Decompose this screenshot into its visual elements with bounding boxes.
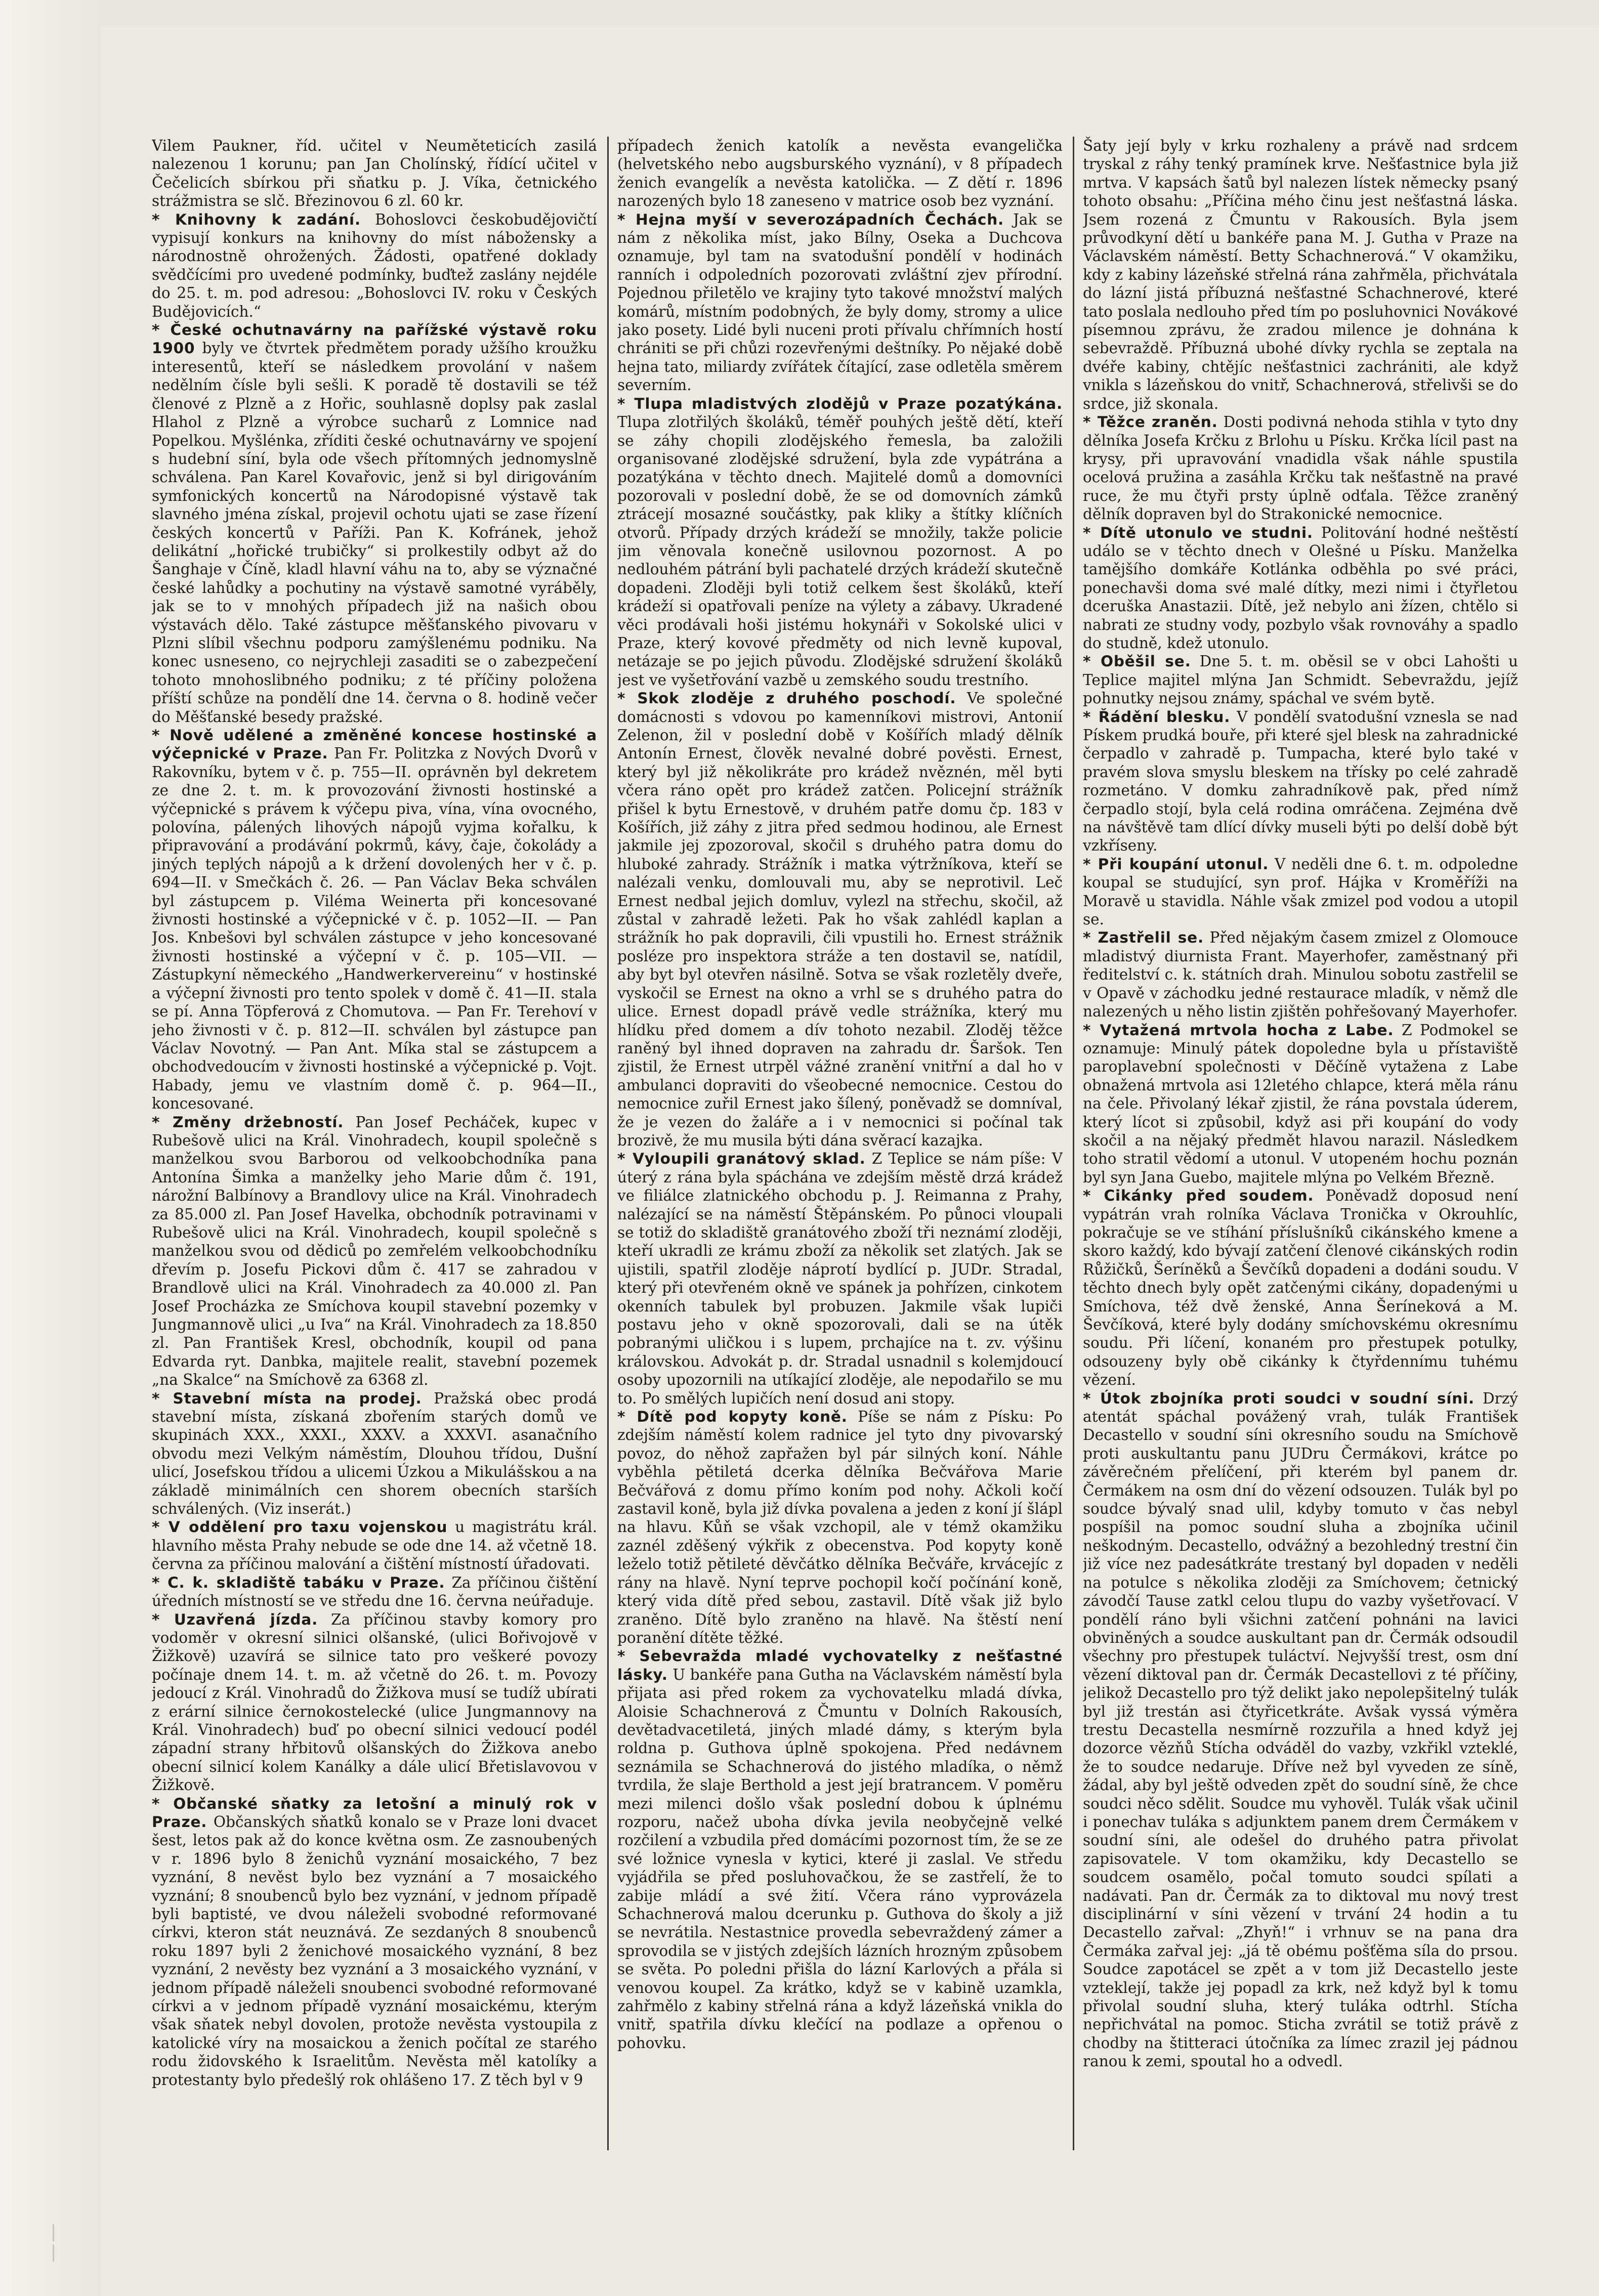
article-body: Za příčinou stavby komory pro vodoměr v okresní silnici olšanské, (ulici Bořivojově v Žižkově) uzavírá se silnice tato pro veškeré povozy počínaje dnem 14. t. m. až včetně do 26. t. m. Povozy jedoucí z Král. Vinohradů do Žižkova musí se tudíž ubírati z erární silnice černokostelecké (ulice Jungmannovy na Král. Vinohradech) buď po obecní silnici vedoucí podél západní strany hřbitovů olšanských do Žižkova anebo obecní silnicí kolem Kanálky a dále ulicí Břetislavovou v Žižkově. xyxy=(152,1610,597,1794)
article-heading: * Hejna myší v severozápadních Čechách. xyxy=(617,210,1004,228)
column-rule xyxy=(1073,137,1074,2150)
article-body: V pondělí svatodušní vznesla se nad Pískem prudká bouře, při které sjel blesk na zahradnické čerpadlo v zahradě p. Tumpacha, které bylo také v pravém slova smyslu bleskem na třísky po celé zahradě rozmetáno. V domku zahradníkově pak, před nímž čerpadlo stojí, byla celá rodina omráčena. Zejména dvě na návštěvě tam dlící dívky museli býti po delší době být vzkříseny. xyxy=(1083,708,1518,855)
article xyxy=(1083,1021,1518,1187)
article-heading: * Těžce zraněn. xyxy=(1083,413,1218,431)
article-heading: * Nově udělené a změněné koncese hostinské a výčepnické v Praze. xyxy=(152,727,597,762)
article-heading: * Vyloupili granátový sklad. xyxy=(617,1150,866,1168)
article-body: Pražská obec prodá stavební místa, získaná zbořením starých domů ve skupinách XXX., XXXI., XXXV. a XXXVI. asanačního obvodu mezi Velkým náměstím, Dlouhou třídou, Dušní ulicí, Josefskou třídou a ulicemi Úzkou a Mikulášskou a na základě minimálních cen shorem obecních starších schválených. (Viz inserát.) xyxy=(152,1389,597,1518)
article xyxy=(617,137,1063,210)
column-rule xyxy=(607,137,609,2150)
article-heading: * V oddělení pro taxu vojenskou xyxy=(152,1518,448,1536)
article xyxy=(1083,1186,1518,1389)
article-body: Pan Fr. Politzka z Nových Dvorů v Rakovníku, bytem v č. p. 755—II. oprávněn byl dekretem ze dne 2. t. m. k provozování živnosti hostinské a výčepnické s právem k výčepu piva, vína, vína ovocného, polovína, pálených lihových nápojů vyjma kořalku, k připravování a prodávání pokrmů, kávy, čaje, čokolády a jiných teplých nápojů a k držení dovolených her v č. p. 694—II. v Smečkách č. 26. — Pan Václav Beka schválen byl zástupcem p. Viléma Weinerta při koncesované živnosti hostinské a výčepnické v č. p. 1052—II. — Pan Jos. Knbešovi byl schválen zástupce v jeho koncesované živnosti hostinské a výčepní v č. p. 105—VII. — Zástupkyní německého „Handwerkervereinu“ v hostinské a výčepní živnosti pro tento spolek v domě č. 41—II. stala se pí. Anna Töpferová z Chomutova. — Pan Fr. Terehoví v jeho živnosti v č. p. 812—II. schválen byl zástupce pan Václav Novotný. — Pan Ant. Míka stal se zástupcem a obchodvedoucím v živnosti hostinské a výčepnické p. Vojt. Habady, jemu ve vlastním domě č. p. 964—II., koncesované. xyxy=(152,745,597,1113)
article-body: Jak se nám z několika míst, jako Bílny, Oseka a Duchcova oznamuje, byl tam na svatodušní pondělí v hodinách ranních i odpoledních pozorovati zvláštní zjev přírodní. Pojednou přiletělo ve krajiny tyto takové množství malých komárů, místním podobných, že byly domy, stromy a ulice jako posety. Lidé byli nuceni proti přívalu chřímních hostí chrániti se při chůzi rozevřenými deštníky. Po nějaké době hejna tato, miliardy zvířátek čítající, zase odletěla směrem severním. xyxy=(617,210,1063,394)
article xyxy=(617,395,1063,690)
article xyxy=(617,210,1063,395)
article-body: Z Teplice se nám píše: V úterý z rána byla spáchána ve zdejším městě drzá krádež ve filiálce zlatnického obchodu p. J. Reimanna z Prahy, nalézající se na náměstí Štěpánském. Po půnoci vloupali se totiž do skladiště granátového zboží tři neznámí zloději, kteří ukradli ze krámu zboží za několik set zlatých. Jak se ujistili, spatřil zloděje náprotí bydlící p. JUDr. Stradal, který při otevřeném okně ve spánek ja pohřízen, cinkotem okenních tabulek byl probuzen. Jakmile však lupiči postavu jeho v okně spozorovali, dali se na útěk pobranými uličkou i s lupem, prchajíce na t. zv. výšinu královskou. Advokát p. dr. Stradal usnadnil s kolemjdoucí osoby upozornili na utíkající zloděje, ale nepodařilo se mu to. Po smělých lupičích není dosud ani stopy. xyxy=(617,1150,1063,1407)
article-body: Tlupa zlotřilých školáků, téměř pouhých ještě dětí, kteří se záhy chopili zlodějského řemesla, ba založili organisované zlodějské sdružení, byla zde vypátrána a pozatýkána v těchto dnech. Majitelé domů a domovníci pozorovali v poslední době, že se od domovních zámků ztrácejí mosazné součástky, pak kliky a štítky klíčních otvorů. Případy drzých krádeží se množily, takže policie jim věnovala konečně usilovnou pozornost. A po nedlouhém pátrání byli pachatelé drzých krádeží skutečně dopadeni. Zloději byli totiž celkem šest školáků, kteří krádeží si opatřovali peníze na výlety a zábavy. Ukradené věci prodávali hoši jistému hokynáři v Sokolské ulici v Praze, který kovové předměty od nich levně kupoval, netázaje se po jejich původu. Zlodějské sdružení školáků jest ve vyšetřování vazbě u zemského soudu trestního. xyxy=(617,413,1063,689)
article-heading: * C. k. skladiště tabáku v Praze. xyxy=(152,1574,445,1591)
article xyxy=(617,1647,1063,2052)
article-heading: * Vytažená mrtvola hocha z Labe. xyxy=(1083,1021,1394,1039)
article-body: Z Podmokel se oznamuje: Minulý pátek dopoledne byla u přístaviště paroplavební společnosti v Děčíně vytažena z Labe obnažená mrtvola asi 12letého chlapce, která měla ránu na čele. Přivolaný lékař zjistil, že rána povstala úderem, který lícot si způsobil, když asi při koupání do vody skočil a na nějaký předmět hlavou narazil. Následkem toho stratil vědomí a utonul. V utopeném hochu poznán byl syn Jana Guebo, majitele mlýna po Velkém Březně. xyxy=(1083,1021,1518,1186)
article-heading: * Oběšil se. xyxy=(1083,653,1191,670)
article-body: u magistrátu král. hlavního města Prahy nebude se ode dne 14. až včetně 18. června za příčinou malování a čištění místností úřadovati. xyxy=(152,1518,597,1573)
article xyxy=(617,1408,1063,1647)
scan-margin xyxy=(0,0,101,2296)
article-body: Šaty její byly v krku rozhaleny a právě nad srdcem tryskal z ráhy tenký pramínek krve. Nešťastnice byla již mrtva. V kapsách šatů byl nalezen lístek německy psaný tohoto obsahu: „Příčina mého činu jest nešťastná láska. Jsem rozená z Čmuntu v Rakousích. Byla jsem průvodkyní dětí u bankéře pana M. J. Gutha v Praze na Václavském náměstí. Betty Schachnerová.“ V okamžiku, kdy z kabiny lázeňské střelná rána zahřměla, přichvátala do lázní jistá příbuzná nešťastné Schachnerové, které tato poslala nedlouho před tím po posluhovnici Novákové písemnou zprávu, že zradou milence je dohnána k sebevraždě. Příbuzná ubohé dívky rychla se zeptala na dvéře kabiny, chtějíc nešťastnici zachrániti, ale když vnikla s lázeňskou do vnitř, Schachnerová, střelivši se do srdce, již skonala. xyxy=(1083,137,1518,412)
article xyxy=(152,726,597,1113)
article xyxy=(1083,1389,1518,2071)
article-body: U bankéře pana Gutha na Václavském náměstí byla přijata asi před rokem za vychovatelku mladá dívka, Aloisie Schachnerová z Čmuntu v Dolních Rakousích, devětadvacetiletá, jiných mladé dámy, s kterým byla roldna p. Guthova úplně spokojena. Před nedávnem seznámila se Schachnerová do jistého mladíka, o němž tvrdila, že slaje Berthold a jest její bratrancem. V poměru mezi milenci došlo však poslední dobou k úplnému rozporu, načež uboha dívka jevila neobyčejně velké rozčilení a vzbudila před domácími pozornost tím, že se ze své ložnice vynesla v kytici, které ji zaslal. Ve středu vyjádřila se před posluhovačkou, že se zastřelí, že to zabije mládí a své žití. Včera ráno vyprovázela Schachnerová malou dcerunku p. Guthova do školy a již se nevrátila. Nestastnice provedla sebevraždený zámer a sprovodila se v jistých zdejších lázních hrozným způsobem se světa. Po poledni přišla do lázní Karlových a přála si venovou koupel. Za krátko, když se v kabině uzamkla, zahřmělo z kabiny střelná rána a když lázeňská vnikla do vnitř, spatřila dívku klečící na podlaze a opřenou o pohovku. xyxy=(617,1666,1063,2052)
article-body: Pan Josef Pecháček, kupec v Rubešově ulici na Král. Vinohradech, koupil společně s manželkou svou Barborou od velkoobchodníka pana Antonína Šimka a manželky jeho Marie dům č. 191, nárožní Balbínovy a Brandlovy ulice na Král. Vinohradech za 85.000 zl. Pan Josef Havelka, obchodník potravinami v Rubešově ulici na Král. Vinohradech, koupil společně s manželkou svou od dědiců po zemřelém velkoobchodníku dřevím p. Josefu Pickovi dům č. 417 se zahradou v Brandlově ulici na Král. Vinohradech za 40.000 zl. Pan Josef Procházka ze Smíchova koupil stavební pozemky v Jungmannově ulici „u Iva“ na Král. Vinohradech za 18.850 zl. Pan František Kresl, obchodník, koupil od pana Edvarda ryt. Danbka, majitele realit, stavební pozemek „na Skalce“ na Smíchově za 6368 zl. xyxy=(152,1113,597,1389)
article-body: Vilem Paukner, říd. učitel v Neuměteticích zasilá nalezenou 1 korunu; pan Jan Cholínský, řídící učitel v Čečelicích sbírkou při sňatku p. J. Víka, četnického strážmistra se slč. Březinovou 6 zl. 60 kr. xyxy=(152,137,597,210)
column-1 xyxy=(152,137,597,2171)
article-body: Před nějakým časem zmizel z Olomouce mladistvý diurnista Frant. Mayerhofer, zaměstnaný při ředitelství c. k. státních drah. Minulou sobotu zastřelil se v Opavě v záchodku jedné restaurace mladík, v němž dle nalezených u něho listin zjištěn pohřešovaný Mayerhofer. xyxy=(1083,929,1518,1021)
article-heading: * Zastřelil se. xyxy=(1083,929,1204,947)
article-heading: * Uzavřená jízda. xyxy=(152,1610,318,1628)
article xyxy=(152,1389,597,1518)
article xyxy=(1083,928,1518,1021)
article-heading: * Občanské sňatky za letošní a minulý rok v Praze. xyxy=(152,1795,597,1831)
article xyxy=(152,1610,597,1795)
article-heading: * Tlupa mladistvých zlodějů v Praze pozatýkána. xyxy=(617,395,1063,412)
article-heading: * Sebevražda mladé vychovatelky z nešťastné lásky. xyxy=(617,1647,1063,1683)
article-body: případech ženich katolík a nevěsta evangelička (helvetského nebo augsburského vyznání), v 8 případech ženich evangelík a nevěsta katolička. — Z dětí r. 1896 narozených bylo 18 zaneseno v matrice osob bez vyznání. xyxy=(617,137,1063,210)
article xyxy=(152,1795,597,2090)
article-body: Drzý atentát spáchal povážený vrah, tulák František Decastello v soudní síni okresního soudu na Smíchově proti auskultantu panu JUDru Čermákovi, krátce po závěrečném přelíčení, při kterém byl panem dr. Čermákem na osm dní do vězení odsouzen. Tulák byl po soudce bývalý snad ulil, kdyby tomuto v čas nebyl pospíšil na pomoc soudní sluha a zbojníka učinil neškodným. Decastello, odvážný a bezohledný trestní čin již více nez padesátkráte trestaný byl dopaden v neděli na potulce s několika zloději za Smíchovem; četnický závodčí Tause zatkl celou tlupu do vazby vyšetřovací. V pondělí ráno byli všichni zatčení pohnáni na lavici obviněných a soudce auskultant pan dr. Čermák odsoudil všechny pro přestupek tuláctví. Nejvyšší trest, osm dní vězení diktoval pan dr. Čermák Decastellovi z té příčiny, jelikož Decastello pro týž delikt jako nepolepšitelný tulák byl již trestán asi čtyřicetkráte. Avšak vyssá výměra trestu Decastella nesmírně rozzuřila a hned když jej dozorce vězňů Stícha odváděl do vazby, vzkřikl vzteklé, že to soudce nedaruje. Dříve než byl vyveden ze síně, žádal, aby byl ještě odveden zpět do soudní síně, že chce soudci něco sdělit. Soudce mu vyhověl. Tulák však učinil i ponechav tuláka s adjunktem panem drem Čermákem v soudní síni, ale odešel do druhého patra přivolat zapisovatele. V tom okamžiku, kdy Decastello se soudcem osamělo, počal tomuto soudci spílati a nadávati. Pan dr. Čermák za to diktoval mu nový trest disciplinární v síni vězení v trvání 24 hodin a tu Decastello zařval: „Zhyň!“ i vrhnuv se na pana dra Čermáka zařval jej: „já tě obému pošťěma síla do prsou. Soudce zapotácel se zpět a v tom již Decastello jeste vzteklejí, takže jej popadl za krk, než když byl k tomu přivolal soudní sluha, který tuláka odtrhl. Stícha nepřichvátal na pomoc. Sticha zvrátil se totiž právě z chodby na štitteraci útočníka za límec zrazil jej pádnou ranou k zemi, spoutal ho a odvedl. xyxy=(1083,1389,1518,2070)
article-heading: * Stavební místa na prodej. xyxy=(152,1389,422,1407)
newspaper-page xyxy=(152,137,1518,2171)
article xyxy=(617,1150,1063,1408)
article xyxy=(152,321,597,726)
article xyxy=(152,210,597,321)
article-body: Dosti podivná nehoda stihla v tyto dny dělníka Josefa Krčku z Brlohu u Písku. Krčka lícil past na krysy, při upravování vnadidla však náhle spustila ocelová pružina a zasáhla Krčku tak nešťastně na pravé ruce, že mu čtyři prsty úplně odťala. Těžce zraněný dělník dopraven byl do Strakonické nemocnice. xyxy=(1083,413,1518,523)
article-body: Bohoslovci českobudějovičtí vypisují konkurs na knihovny do míst nábožensky a národnostně ohrožených. Žádosti, opatřené doklady svědčícími pro uvedené podmínky, buďtež zaslány nejdéle do 25. t. m. pod adresou: „Bohoslovci IV. roku v Českých Budějovicích.“ xyxy=(152,210,597,320)
article-body: V neděli dne 6. t. m. odpoledne koupal se studující, syn prof. Hájka v Kroměříži na Moravě u stavidla. Náhle však zmizel pod vodou a utopil se. xyxy=(1083,855,1518,928)
article-body: Politování hodné neštěstí událo se v těchto dnech v Olešné u Písku. Manželka tamějšího domkáře Kotlánka odběhla po své práci, ponechavši doma své malé dítky, mezi nimi i čtyřletou dceruška Anastazii. Dítě, jež nebylo ani žízen, chtělo si nabrati ze studny vody, pozbylo však rovnováhy a spadlo do studně, kdež utonulo. xyxy=(1083,524,1518,652)
article xyxy=(1083,524,1518,653)
article-heading: * Při koupání utonul. xyxy=(1083,855,1269,873)
article-body: Ve společné domácnosti s vdovou po kamenníkovi mistrovi, Antonií Zelenon, žil v poslední době v Košířích mladý dělník Antonín Ernest, člověk nevalné dobré pověsti. Ernest, který byl již několikráte pro krádež nvěznén, měl byti včera ráno opět pro krádež zatčen. Policejní strážník přišel k bytu Ernestově, v druhém patře domu čp. 183 v Košířích, již záhy z jitra před sedmou hodinou, ale Ernest jakmile jej zpozoroval, skočil s druhého patra domu do hluboké zahrady. Strážník i matka výtržníkova, kteří se nalézali venku, domlouvali mu, aby se neprotivil. Leč Ernest nedbal jejich domluv, vylezl na střechu, skočil, až zůstal v zahradě ležeti. Pak ho však zahlédl kaplan a strážník ho pak dopravili, čili vpustili ho. Ernest strážnik posléze pro inspektora stráže a ten dostavil se, natídil, aby byt byl otevřen násilně. Sotva se však rozletěly dveře, vyskočil se Ernest na okno a vrhl se s druhého patra do ulice. Ernest dopadl právě vedle strážníka, který mu hlídku před domem a dív tohoto nezabil. Zloděj těžce raněný byl ihned dopraven na zahradu dr. Šaršok. Ten zjistil, že Ernest utrpěl vážné zranění vnitřní a dal ho v ambulanci dopraviti do všeobecné nemocnice. Cestou do nemocnice zuřil Ernest jako šílený, poněvadž se domníval, že je vezen do žaláře a i v nemocnici si počínal tak brozivě, že mu musila býti dána svěrací kazajka. xyxy=(617,690,1063,1149)
article-body: Za příčinou čištění úředních místností se ve středu dne 16. června neúřaduje. xyxy=(152,1574,597,1610)
article xyxy=(1083,855,1518,929)
article-heading: * Dítě utonulo ve studni. xyxy=(1083,524,1313,541)
article xyxy=(617,689,1063,1150)
article-heading: * Cikánky před soudem. xyxy=(1083,1187,1314,1205)
article xyxy=(152,1113,597,1389)
column-3 xyxy=(1083,137,1518,2171)
scan-binding-marks xyxy=(46,2221,61,2262)
article-heading: * Dítě pod kopyty koně. xyxy=(617,1408,848,1426)
article-heading: * Útok zbojníka proti soudci v soudní síni. xyxy=(1083,1389,1475,1407)
article-body: Dne 5. t. m. oběsil se v obci Lahošti u Teplice majitel mlýna Jan Schmidt. Sebevraždu, jejíž pohnutky nejsou známy, spáchal ve svém bytě. xyxy=(1083,653,1518,707)
article xyxy=(1083,413,1518,523)
column-2 xyxy=(617,137,1063,2171)
article-heading: * Řádění blesku. xyxy=(1083,708,1231,726)
article xyxy=(152,137,597,210)
article-heading: * Knihovny k zadání. xyxy=(152,210,361,228)
article xyxy=(152,1574,597,1610)
article xyxy=(1083,652,1518,707)
article-body: Poněvadž doposud není vypátrán vrah rolníka Václava Tronička v Okrouhlíc, pokračuje se ve stíhání příslušníků cikánského kmene a skoro každý, kdo bývají zatčení členové cikánských rodin Růžičků, Šeríněků a Ševčíků dopadeni a dodáni soudu. V těchto dnech byly opět zatčenými cikány, dopadenými u Smíchova, též dvě ženské, Anna Šeríneková a M. Ševčíková, které byly dodány smíchovskému okresnímu soudu. Při líčení, konaném pro přestupek potulky, odsouzeny byly obě cikánky k čtyřdennímu tuhému vězení. xyxy=(1083,1187,1518,1389)
article-body: Píše se nám z Písku: Po zdejším náměstí kolem radnice jel tyto dny pivovarský povoz, do něhož zapřažen byl pár silných koní. Náhle vyběhla pětiletá dcerka dělníka Bečvářova Marie Bečvářová z domu přímo koním pod nohy. Ačkoli kočí zastavil koně, byla již dívka povalena a jeden z koní jí šlápl na hlavu. Kůň se však vzchopil, ale v témž okamžiku zaznél zděšený výkřik z obecenstva. Pod kopyty koně leželo totiž pětileté děvčátko dělníka Bečváře, krvácejíc z rány na hlavě. Nyní teprve pochopil kočí počínání koně, který vida dítě před sebou, zastavil. Dítě však již bylo zraněno. Dítě bylo zraněno na hlavě. Na štěstí není poranění dítěte těžké. xyxy=(617,1408,1063,1646)
article-heading: * Změny držebností. xyxy=(152,1113,344,1131)
article xyxy=(152,1518,597,1573)
article-heading: * České ochutnavárny na pařížské výstavě roku 1900 xyxy=(152,321,597,357)
article-heading: * Skok zloděje z druhého poschodí. xyxy=(617,690,956,707)
article xyxy=(1083,708,1518,855)
article-body: Občanských sňatků konalo se v Praze loni dvacet šest, letos pak až do konce května osm. Ze zasnoubených v r. 1896 bylo 8 ženichů vyznání mosaického, 7 bez vyznání, 8 nevěst bylo bez vyznání a 7 mosaického vyznání; 8 snoubenců bylo bez vyznání, v jednom případě byli baptisté, ve dvou náleželi svobodné reformované církvi, kteron stát neuznává. Ze sezdaných 8 snoubenců roku 1897 byli 2 ženichové mosaického vyznání, 8 bez vyznání, 2 nevěsty bez vyznání a 3 mosaického vyznání, v jednom případě náleželi snoubenci svobodné reformované církvi a v jednom případě vyznání mosaickému, kterým však sňatek nebyl dovolen, protože nevěsta vystoupila z katolické víry na mosaickou a ženich počítal ze starého rodu židovského k Israelitům. Nevěsta měl katolíky a protestanty bylo předešlý rok ohlášeno 17. Z těch byl v 9 xyxy=(152,1813,597,2089)
article-body: byly ve čtvrtek předmětem porady užšího kroužku interesentů, kteří se následkem provolání v našem nedělním čísle byli sešli. K poradě tě dostavili se též členové z Plzně a z Hořic, souhlasně doplsy pak zaslal Hlahol z Plzně a výrobce sucharů z Lomnice nad Popelkou. Myšlénka, zříditi české ochutnavárny ve spojení s hudební síní, byla ode všech přítomných jednomyslně schválena. Pan Karel Kovařovic, jenž si byl dirigováním symfonických koncertů na Národopisné výstavě tak slavného jména získal, projevil ochotu ujati se zase řízení českých koncertů v Paříži. Pan K. Kofránek, jehož delikátní „hořické trubičky“ si prolkestily odbyt až do Šanghaje v Číně, kladl hlavní váhu na to, aby se význačné české lahůdky a pochutiny na výstavě samotné vyráběly, jak se to v mnohých případech již na našich obou výstavách dělo. Také zástupce měšťanského pivovaru v Plzni slíbil všechnu podporu zamýšlenému podniku. Na konec usneseno, co nejrychleji zasaditi se o zabezpečení tohoto mnohoslibného podniku; z té příčiny položena příští schůze na pondělí dne 14. června o 8. hodině večer do Měšťanské besedy pražské. xyxy=(152,339,597,726)
article xyxy=(1083,137,1518,413)
